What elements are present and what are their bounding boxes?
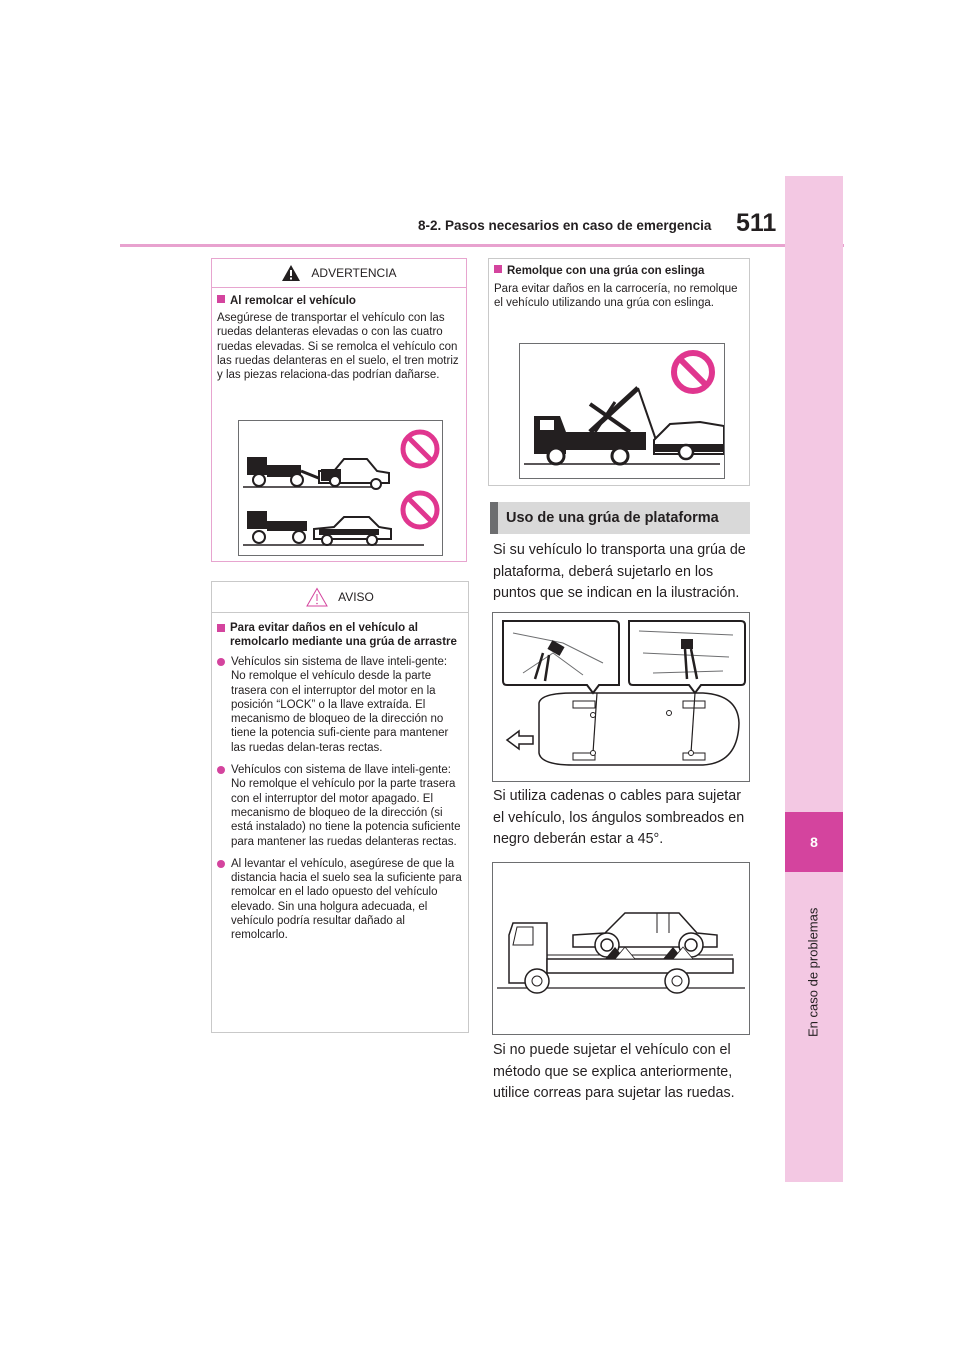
caution-triangle-icon	[306, 587, 328, 607]
flatbed-illustration	[492, 862, 750, 1035]
square-bullet-icon	[217, 295, 225, 303]
notice-subheading: Para evitar daños en el vehículo al remolcarlo mediante una grúa de arrastre	[230, 622, 457, 648]
warning-triangle-icon	[281, 264, 301, 282]
notice-bullet	[217, 857, 463, 943]
warning-text: Asegúrese de transportar el vehículo con las ruedas delanteras elevadas o con las cuatro ruedas elevadas. Si se remolca el vehículo con las ruedas delanteras en el suelo, el tren motriz y las piezas relaciona-das podrían dañarse.	[217, 312, 459, 382]
bullet-dot-icon	[217, 658, 225, 666]
header-section-title: 8-2. Pasos necesarios en caso de emergencia	[418, 218, 712, 233]
chapter-number-tab[interactable]	[785, 812, 843, 872]
sling-text: Para evitar daños en la carrocería, no remolque el vehículo utilizando una grúa con eslinga.	[494, 283, 738, 310]
warning-header	[212, 259, 466, 288]
sling-subheading-row	[494, 264, 744, 278]
header-divider	[120, 244, 844, 247]
notice-bullet-text: Al levantar el vehículo, asegúrese de que la distancia hacia el suelo sea la suficiente para remolcar en el lado opuesto del vehículo elevado. Sin una holgura adecuada, el vehículo podría resultar dañado al remolcarlo.	[231, 857, 462, 942]
tie-down-diagram	[493, 613, 749, 781]
sling-tow-illustration	[519, 343, 725, 479]
flatbed-truck-diagram	[493, 863, 749, 1034]
square-bullet-icon	[494, 265, 502, 273]
square-bullet-icon	[217, 624, 225, 632]
prohibited-icon	[403, 493, 437, 527]
sling-truck-illustration	[520, 344, 724, 478]
notice-subheading-row	[217, 621, 463, 649]
tow-truck-illustration	[239, 421, 442, 555]
prohibited-icon	[403, 432, 437, 466]
page-number: 511	[736, 209, 777, 237]
notice-box	[211, 581, 469, 1033]
notice-header	[212, 582, 468, 613]
chapter-title: En caso de problemas	[805, 907, 821, 1037]
section-paragraph-2: Si utiliza cadenas o cables para sujetar el vehículo, los ángulos sombreados en negro deberán estar a 45°.	[493, 788, 745, 847]
notice-bullet	[217, 763, 463, 849]
sling-subheading: Remolque con una grúa con eslinga	[507, 265, 705, 277]
towing-warning-illustration	[238, 420, 443, 556]
sling-box	[488, 258, 750, 486]
section-paragraph-1: Si su vehículo lo transporta una grúa de plataforma, deberá sujetarlo en los puntos que se indican en la ilustración.	[493, 542, 746, 601]
prohibited-icon	[674, 353, 712, 391]
warning-box	[211, 258, 467, 562]
chapter-number: 8	[810, 834, 818, 850]
tie-down-points-illustration	[492, 612, 750, 782]
notice-heading: AVISO	[338, 590, 374, 604]
notice-bullet	[217, 655, 463, 755]
bullet-dot-icon	[217, 766, 225, 774]
section-paragraph-3: Si no puede sujetar el vehículo con el método que se explica anteriormente, utilice correas para sujetar las ruedas.	[493, 1042, 735, 1101]
warning-subheading: Al remolcar el vehículo	[230, 295, 356, 307]
notice-bullet-text: Vehículos sin sistema de llave inteli-gente: No remolque el vehículo desde la parte trasera con el interruptor del motor en la posición “LOCK” o la llave extraída. El mecanismo de bloqueo de la dirección no tiene la potencia sufi-ciente para mantener las ruedas delan-teras rectas.	[231, 656, 449, 754]
warning-heading: ADVERTENCIA	[311, 266, 397, 280]
notice-bullet-text: Vehículos con sistema de llave inteli-gente: No remolque el vehículo por la parte trasera con el interruptor del motor apagado. El mecanismo de bloqueo de la dirección (si está instalado) no tiene la potencia suficiente para mantener las ruedas delanteras rectas.	[231, 764, 461, 848]
warning-subheading-row	[217, 294, 461, 308]
section-heading-bar	[490, 502, 498, 534]
left-arrow-icon	[507, 731, 533, 749]
bullet-dot-icon	[217, 860, 225, 868]
section-title: Uso de una grúa de plataforma	[506, 510, 719, 526]
